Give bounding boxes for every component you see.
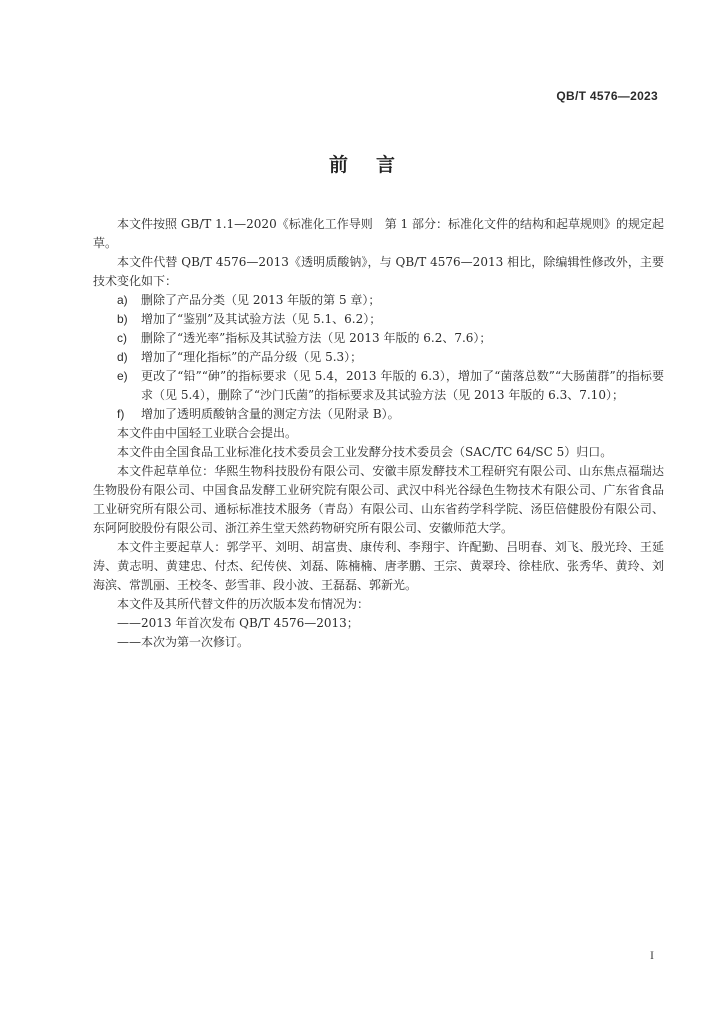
list-item-text: 增加了“理化指标”的产品分级（见 5.3）； [141,350,363,364]
paragraph-drafters: 本文件主要起草人：郭学平、刘明、胡富贵、康传利、李翔宇、许配勤、吕明春、刘飞、殷光玲、王延涛、黄志明、黄建忠、付杰、纪传侠、刘磊、陈楠楠、唐孝鹏、王宗、黄翠玲、徐桂欣、张秀华、黄玲、刘海滨、常凯丽、王校冬、彭雪菲、段小波、王磊磊、郭新光。 [93,540,664,592]
standard-number: QB/T 4576—2023 [556,89,658,103]
page-title: 前言 [328,154,423,176]
paragraph-replacement: 本文件代替 QB/T 4576—2013《透明质酸钠》，与 QB/T 4576—2013 相比，除编辑性修改外，主要技术变化如下： [93,255,664,288]
changes-list [93,291,664,424]
list-item-text: 更改了“铅”“砷”的指标要求（见 5.4，2013 年版的 6.3），增加了“菌落总数”“大肠菌群”的指标要求（见 5.4），删除了“沙门氏菌”的指标要求及其试验方法（见 2013 年版的 6.3、7.10）； [141,369,664,402]
list-item [93,291,664,310]
list-item-text: 删除了“透光率”指标及其试验方法（见 2013 年版的 6.2、7.6）； [141,331,492,345]
list-marker: f) [117,407,125,421]
list-item [93,310,664,329]
list-item [93,329,664,348]
list-item [93,367,664,405]
list-marker: b) [117,312,128,326]
list-marker: d) [117,350,128,364]
list-marker: e) [117,369,128,383]
list-marker: a) [117,293,128,307]
page-number: I [650,948,654,962]
paragraph-history-intro: 本文件及其所代替文件的历次版本发布情况为： [117,597,370,611]
paragraph-managed-by: 本文件由全国食品工业标准化技术委员会工业发酵分技术委员会（SAC/TC 64/SC 5）归口。 [117,445,613,459]
paragraph-proposed-by: 本文件由中国轻工业联合会提出。 [117,426,298,440]
paragraph-drafting-rules: 本文件按照 GB/T 1.1—2020《标准化工作导则 第 1 部分：标准化文件的结构和起草规则》的规定起草。 [93,217,664,250]
list-marker: c) [117,331,127,345]
history-item: ——本次为第一次修订。 [117,635,250,649]
list-item [93,348,664,367]
paragraph-drafting-units: 本文件起草单位：华熙生物科技股份有限公司、安徽丰原发酵技术工程研究有限公司、山东焦点福瑞达生物股份有限公司、中国食品发酵工业研究院有限公司、武汉中科光谷绿色生物技术有限公司、广东省食品工业研究所有限公司、通标标准技术服务（青岛）有限公司、山东省药学科学院、汤臣倍健股份有限公司、东阿阿胶股份有限公司、浙江养生堂天然药物研究所有限公司、安徽师范大学。 [93,464,664,535]
list-item-text: 删除了产品分类（见 2013 年版的第 5 章）； [141,293,381,307]
history-item: ——2013 年首次发布 QB/T 4576—2013； [117,616,359,630]
list-item [93,405,664,424]
list-item-text: 增加了透明质酸钠含量的测定方法（见附录 B）。 [141,407,400,421]
document-body [93,215,664,652]
list-item-text: 增加了“鉴别”及其试验方法（见 5.1、6.2）； [141,312,382,326]
